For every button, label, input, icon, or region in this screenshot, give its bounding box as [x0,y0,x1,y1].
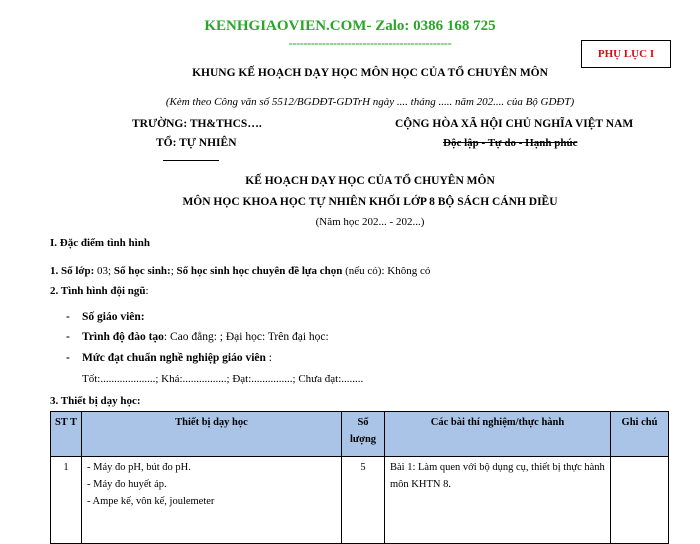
frame-title: KHUNG KẾ HOẠCH DẠY HỌC MÔN HỌC CỦA TỔ CHUYÊN MÔN [192,67,548,79]
brand-header: KENHGIAOVIEN.COM- Zalo: 0386 168 725 [204,18,496,34]
separator: ; [170,265,177,277]
school-year: (Năm học 202... - 202...) [315,216,425,228]
elective-students-label: Số học sinh học chuyên đề lựa chọn [176,265,343,277]
staff-label: 2. Tình hình đội ngũ [50,285,146,297]
equipment-table [50,411,669,544]
plan-title: KẾ HOẠCH DẠY HỌC CỦA TỔ CHUYÊN MÔN [245,175,495,187]
equipment-line: - Máy đo pH, bút đo pH. [87,462,191,473]
col-stt: ST T [51,412,82,457]
cell-quantity: 5 [342,457,385,544]
col-notes: Ghi chú [611,412,669,457]
teacher-count-item [66,311,145,323]
equipment-line: - Ampe kế, vôn kế, joulemeter [87,496,215,507]
subject-title: MÔN HỌC KHOA HỌC TỰ NHIÊN KHỐI LỚP 8 BỘ SÁCH CÁNH DIỀU [182,196,558,208]
rating-counts: Tốt:....................; Khá:................; Đạt:...............; Chưa đạt:........ [82,373,364,385]
col-quantity: Số lượng [342,412,385,457]
brand-underline: -------------------------------------------- [288,36,452,50]
standard-colon: : [265,352,272,364]
staff-colon: : [145,285,149,297]
class-count-label: 1. Số lớp: [50,265,95,277]
section-heading: I. Đặc điểm tình hình [50,237,150,249]
class-info-line [50,265,430,277]
table-header-row [51,412,669,457]
student-count-label: Số học sinh: [113,265,171,277]
equipment-line: - Máy đo huyết áp. [87,479,167,490]
group-name: TỔ: TỰ NHIÊN [156,137,237,149]
cell-lessons: Bài 1: Làm quen với bộ dụng cụ, thiết bị thực hành môn KHTN 8. [385,457,611,544]
standard-item [66,352,272,364]
motto: Độc lập - Tự do - Hạnh phúc [443,137,578,149]
equipment-heading: 3. Thiết bị dạy học: [50,395,141,407]
appendix-label: PHỤ LỤC I [597,48,655,60]
cell-stt: 1 [51,457,82,544]
teacher-count-label: Số giáo viên: [82,311,145,323]
bullet-dash: - [66,311,70,323]
divider [163,160,219,161]
school-name: TRƯỜNG: TH&THCS…. [132,118,262,130]
col-equipment: Thiết bị dạy học [82,412,342,457]
standard-label: Mức đạt chuẩn nghề nghiệp giáo viên [82,352,266,364]
class-count-value: 03; [94,265,114,277]
elective-students-value: (nếu có): Không có [342,265,431,277]
appendix-badge [581,40,671,68]
cell-notes [611,457,669,544]
degree-values: : Cao đẳng: ; Đại học: Trên đại học: [163,331,329,343]
table-row [51,457,669,544]
degree-item [66,331,329,343]
staff-line [50,285,149,297]
bullet-dash: - [66,352,70,364]
col-lessons: Các bài thí nghiệm/thực hành [385,412,611,457]
attachment-note: (Kèm theo Công văn số 5512/BGDĐT-GDTrH ngày .... tháng ..... năm 202.... của Bộ GDĐT) [165,96,575,108]
degree-label: Trình độ đào tạo [82,331,164,343]
bullet-dash: - [66,331,70,343]
cell-equipment [82,457,342,544]
nation-title: CỘNG HÒA XÃ HỘI CHỦ NGHĨA VIỆT NAM [395,118,634,130]
